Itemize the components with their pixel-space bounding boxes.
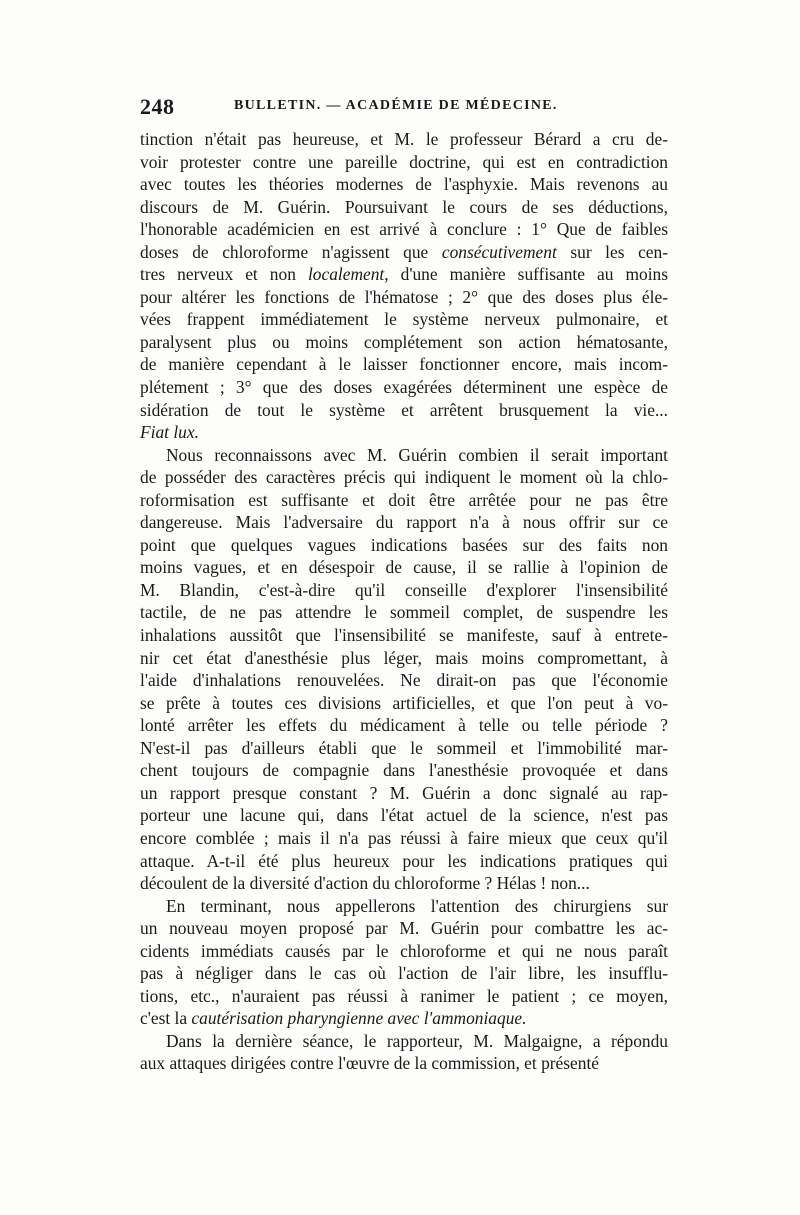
text-run: l'aide d'inhalations renouvelées. Ne dirait-on pas que l'économie (140, 670, 668, 691)
text-line (140, 579, 668, 602)
text-run: dangereuse. Mais l'adversaire du rapport n'a à nous offrir sur ce (140, 512, 668, 533)
text-run: tactile, de ne pas attendre le sommeil complet, de suspendre les (140, 602, 668, 623)
text-line (140, 601, 668, 624)
text-line (140, 421, 668, 444)
text-line (140, 196, 668, 219)
text-line (140, 466, 668, 489)
text-run: aux attaques dirigées contre l'œuvre de la commission, et présenté (140, 1053, 600, 1074)
text-run: Nous reconnaissons avec M. Guérin combien il serait important (166, 444, 668, 465)
text-run: chent toujours de compagnie dans l'anesthésie provoquée et dans (140, 760, 668, 781)
text-line (140, 850, 668, 873)
text-line (140, 759, 668, 782)
text-run: attaque. A-t-il été plus heureux pour les indications pratiques qui (140, 850, 668, 871)
text-run: pas à négliger dans le cas où l'action de l'air libre, les insufflu- (140, 963, 668, 984)
text-run: sidération de tout le système et arrêtent brusquement la vie... (140, 399, 668, 420)
text-line (140, 218, 668, 241)
italic-text-run: localement (307, 264, 385, 285)
text-run: avec toutes les théories modernes de l'asphyxie. Mais revenons au (140, 174, 668, 195)
text-run: tres nerveux et non (140, 264, 308, 285)
text-line (140, 534, 668, 557)
text-line (140, 376, 668, 399)
text-line (140, 1030, 668, 1053)
italic-text-run: Fiat lux. (140, 422, 199, 443)
text-run: En terminant, nous appellerons l'attention des chirurgiens sur (166, 895, 668, 916)
text-line (140, 804, 668, 827)
text-line (140, 940, 668, 963)
text-run: l'honorable académicien en est arrivé à conclure : 1° Que de faibles (140, 219, 668, 240)
text-line (140, 444, 668, 467)
text-run: lonté arrêter les effets du médicament à telle ou telle période ? (140, 715, 668, 736)
text-run: découlent de la diversité d'action du chloroforme ? Hélas ! non... (140, 873, 590, 894)
text-run: roformisation est suffisante et doit être arrêtée pour ne pas être (140, 489, 668, 510)
text-line (140, 1052, 668, 1075)
text-run: nir cet état d'anesthésie plus léger, mais moins compromettant, à (140, 647, 668, 668)
text-line (140, 173, 668, 196)
text-run: inhalations aussitôt que l'insensibilité se manifeste, sauf à entrete- (140, 625, 668, 646)
text-run: voir protester contre une pareille doctrine, qui est en contradiction (140, 151, 668, 172)
italic-text-run: cautérisation pharyngienne avec l'ammoniaque. (191, 1008, 527, 1029)
text-line (140, 692, 668, 715)
text-line (140, 827, 668, 850)
text-line (140, 286, 668, 309)
text-line (140, 624, 668, 647)
text-run: de posséder des caractères précis qui indiquent le moment où la chlo- (140, 467, 668, 488)
text-line (140, 556, 668, 579)
text-run: M. Blandin, c'est-à-dire qu'il conseille d'explorer l'insensibilité (140, 579, 668, 600)
text-line (140, 895, 668, 918)
text-run: tions, etc., n'auraient pas réussi à ranimer le patient ; ce moyen, (140, 985, 668, 1006)
page-header (140, 94, 668, 128)
text-line (140, 399, 668, 422)
page-number: 248 (140, 94, 175, 119)
text-line (140, 151, 668, 174)
italic-text-run: consécutivement (441, 241, 557, 262)
text-run: paralysent plus ou moins complétement son action hématosante, (140, 331, 668, 352)
text-line (140, 331, 668, 354)
body-text (140, 128, 668, 1075)
text-run: encore comblée ; mais il n'a pas réussi à faire mieux que ceux qu'il (140, 827, 668, 848)
text-run: porteur une lacune qui, dans l'état actuel de la science, n'est pas (140, 805, 668, 826)
text-run: c'est la (140, 1008, 192, 1029)
text-run: N'est-il pas d'ailleurs établi que le sommeil et l'immobilité mar- (140, 737, 668, 758)
text-run: un nouveau moyen proposé par M. Guérin pour combattre les ac- (140, 918, 668, 939)
text-run: se prête à toutes ces divisions artificielles, et que l'on peut à vo- (140, 692, 668, 713)
text-line (140, 241, 668, 264)
text-line (140, 714, 668, 737)
text-line (140, 737, 668, 760)
text-run: doses de chloroforme n'agissent que (140, 241, 442, 262)
text-run: un rapport presque constant ? M. Guérin a donc signalé au rap- (140, 782, 668, 803)
text-line (140, 669, 668, 692)
text-run: plétement ; 3° que des doses exagérées déterminent une espèce de (140, 377, 668, 398)
text-line (140, 782, 668, 805)
text-run: moins vagues, et en désespoir de cause, il se rallie à l'opinion de (140, 557, 668, 578)
text-line (140, 917, 668, 940)
text-run: vées frappent immédiatement le système nerveux pulmonaire, et (140, 309, 668, 330)
running-title: BULLETIN. — ACADÉMIE DE MÉDECINE. (234, 98, 558, 113)
text-run: tinction n'était pas heureuse, et M. le professeur Bérard a cru de- (140, 129, 668, 149)
text-line (140, 263, 668, 286)
text-run: Dans la dernière séance, le rapporteur, M. Malgaigne, a répondu (166, 1030, 668, 1051)
text-line (140, 1007, 668, 1030)
text-line (140, 872, 668, 895)
text-line (140, 353, 668, 376)
text-run: sur les cen- (556, 241, 669, 262)
text-run: discours de M. Guérin. Poursuivant le cours de ses déductions, (140, 196, 668, 217)
text-line (140, 308, 668, 331)
text-run: cidents immédiats causés par le chloroforme et qui ne nous paraît (140, 940, 668, 961)
text-line (140, 511, 668, 534)
book-page (140, 94, 668, 1075)
text-line (140, 985, 668, 1008)
text-line (140, 128, 668, 151)
text-line (140, 489, 668, 512)
text-run: de manière cependant à le laisser fonctionner encore, mais incom- (140, 354, 668, 375)
text-line (140, 962, 668, 985)
text-line (140, 647, 668, 670)
text-run: , d'une manière suffisante au moins (384, 264, 668, 285)
text-run: point que quelques vagues indications basées sur des faits non (140, 534, 668, 555)
text-run: pour altérer les fonctions de l'hématose ; 2° que des doses plus éle- (140, 286, 668, 307)
